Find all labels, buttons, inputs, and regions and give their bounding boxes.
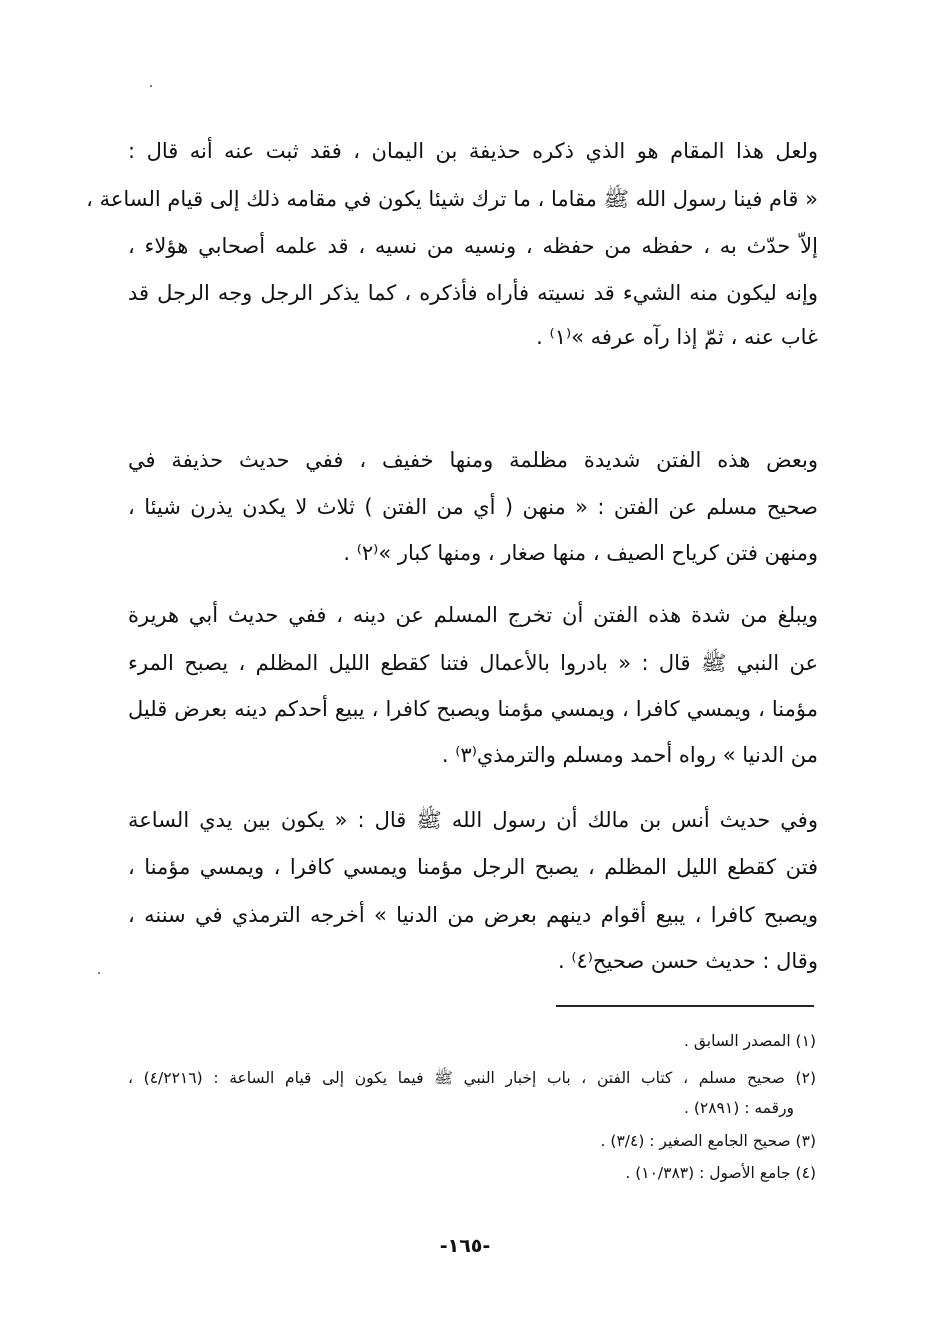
- paragraph-line: « قام فينا رسول الله ﷺ مقاما ، ما ترك شيئا يكون في مقامه ذلك إلى قيام الساعة ،: [86, 187, 818, 211]
- scan-speck: [150, 85, 152, 87]
- scan-speck: [98, 972, 100, 974]
- footnote: (٣) صحيح الجامع الصغير : (٣/٤) .: [600, 1132, 816, 1150]
- paragraph-line: وقال : حديث حسن صحيح⁽٤⁾ .: [557, 949, 818, 973]
- footnote: (٤) جامع الأصول : (١٠/٣٨٣) .: [625, 1164, 816, 1182]
- footnote: (١) المصدر السابق .: [683, 1032, 816, 1050]
- paragraph-line: وإنه ليكون منه الشيء قد نسيته فأراه فأذكره ، كما يذكر الرجل وجه الرجل قد: [128, 281, 818, 305]
- paragraph-line: ويصبح كافرا ، يبيع أقوام دينهم بعرض من الدنيا » أخرجه الترمذي في سننه ،: [128, 903, 818, 927]
- page-number: -١٦٥-: [439, 1235, 491, 1257]
- paragraph-line: فتن كقطع الليل المظلم ، يصبح الرجل مؤمنا ويمسي كافرا ، ويمسي مؤمنا ،: [128, 855, 818, 879]
- paragraph-line: عن النبي ﷺ قال : « بادروا بالأعمال فتنا كقطع الليل المظلم ، يصبح المرء: [128, 651, 818, 675]
- footnote: (٢) صحيح مسلم ، كتاب الفتن ، باب إخبار النبي ﷺ فيما يكون إلى قيام الساعة : (٤/٢٢١٦) ،: [128, 1069, 816, 1087]
- paragraph-line: إلاّ حدّث به ، حفظه من حفظه ، ونسيه من نسيه ، قد علمه أصحابي هؤلاء ،: [128, 234, 818, 258]
- paragraph-line: من الدنيا » رواه أحمد ومسلم والترمذي⁽٣⁾ .: [441, 743, 818, 767]
- paragraph-line: ويبلغ من شدة هذه الفتن أن تخرج المسلم عن دينه ، ففي حديث أبي هريرة: [128, 603, 818, 627]
- paragraph-line: صحيح مسلم عن الفتن : « منهن ( أي من الفتن ) ثلاث لا يكدن يذرن شيئا ،: [128, 495, 818, 519]
- paragraph-line: ومنهن فتن كرياح الصيف ، منها صغار ، ومنها كبار »⁽٢⁾ .: [343, 541, 818, 565]
- paragraph-line: وفي حديث أنس بن مالك أن رسول الله ﷺ قال : « يكون بين يدي الساعة: [128, 808, 818, 832]
- paragraph-line: ولعل هذا المقام هو الذي ذكره حذيفة بن اليمان ، فقد ثبت عنه أنه قال :: [128, 139, 818, 163]
- paragraph-line: غاب عنه ، ثمّ إذا رآه عرفه »⁽١⁾ .: [536, 325, 818, 349]
- footnote-divider: [556, 1005, 814, 1007]
- paragraph-line: وبعض هذه الفتن شديدة مظلمة ومنها خفيف ، ففي حديث حذيفة في: [128, 448, 818, 472]
- footnote-continuation: ورقمه : (٢٨٩١) .: [684, 1099, 794, 1117]
- paragraph-line: مؤمنا ، ويمسي كافرا ، ويمسي مؤمنا ويصبح كافرا ، يبيع أحدكم دينه بعرض قليل: [128, 697, 818, 721]
